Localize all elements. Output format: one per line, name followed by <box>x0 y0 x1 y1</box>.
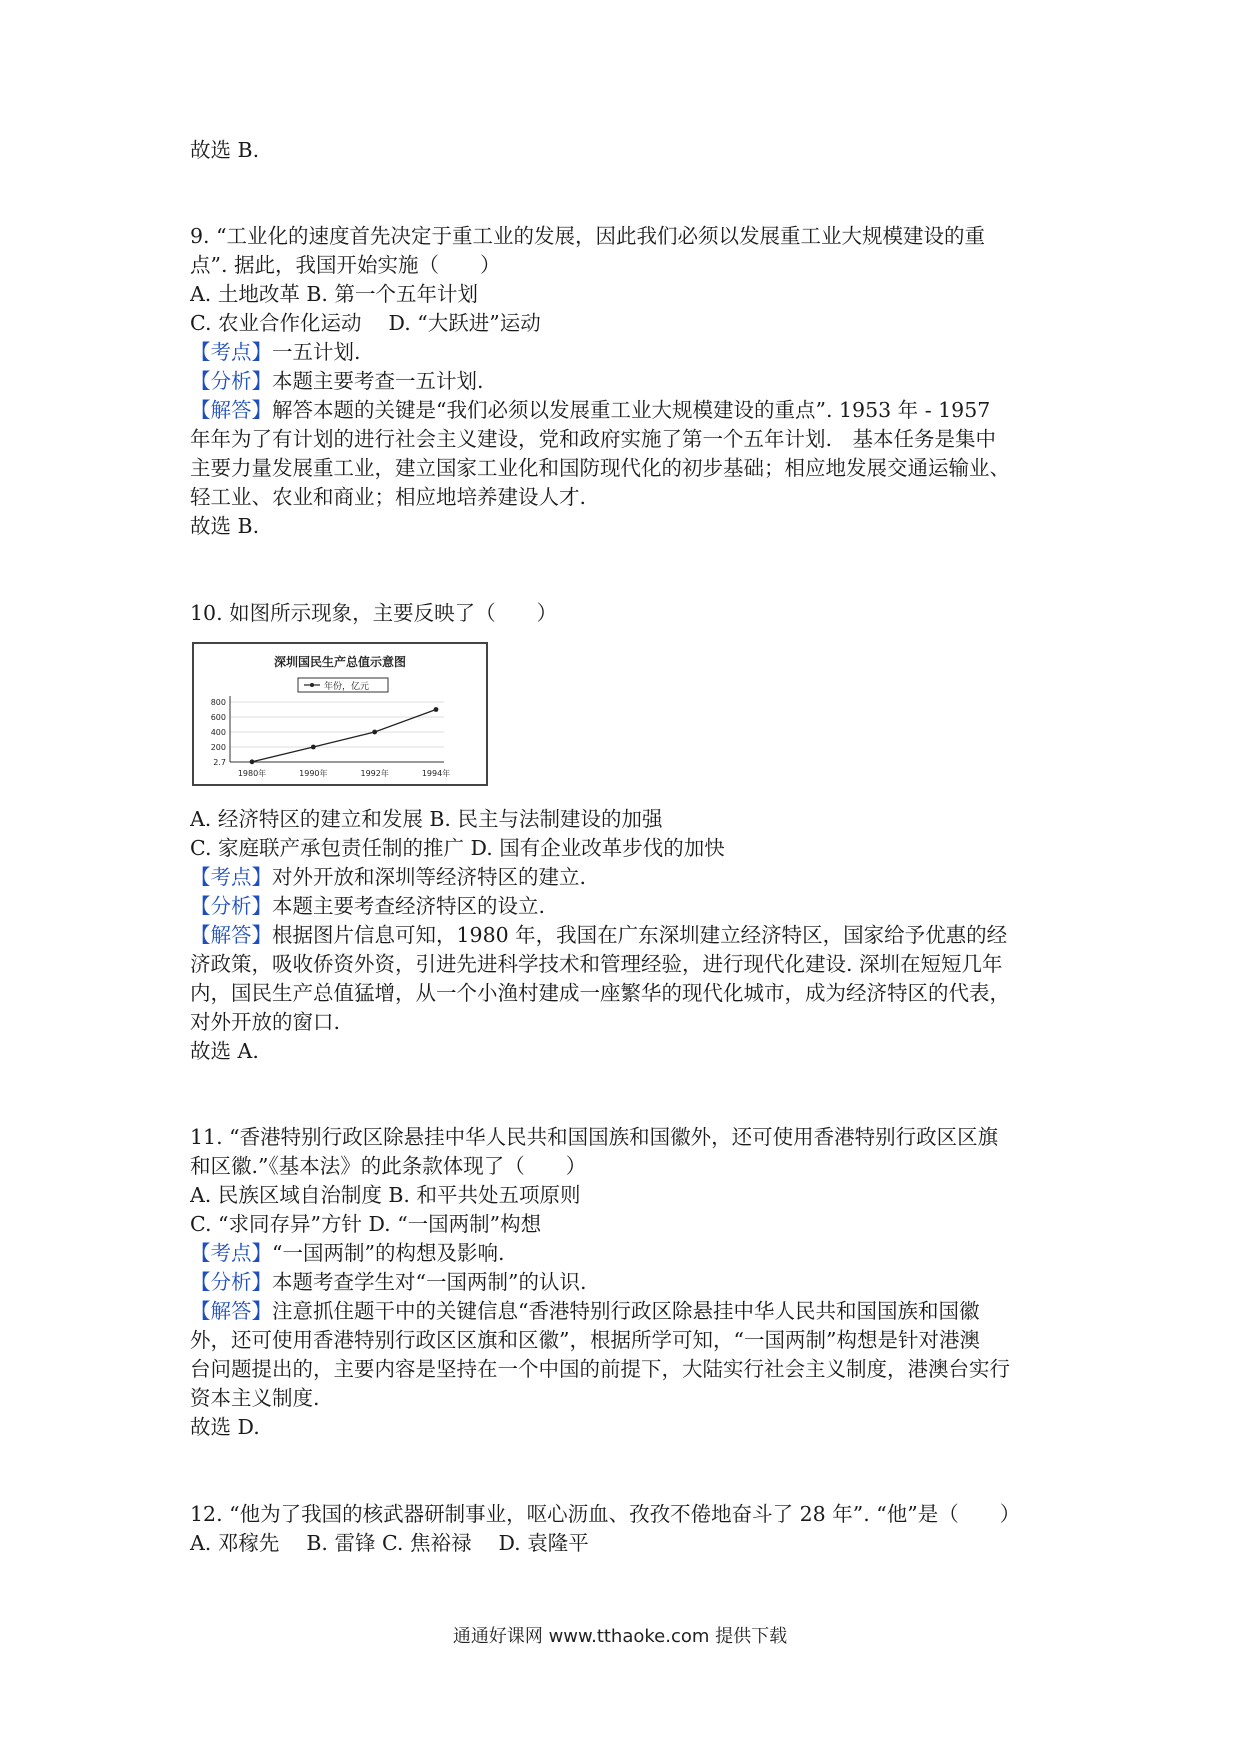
legend-marker-icon <box>310 683 314 687</box>
q11-kaodian <box>190 1240 504 1266</box>
text-line: 主要力量发展重工业，建立国家工业化和国防现代化的初步基础；相应地发展交通运输业、 <box>190 456 1010 480</box>
x-tick-label: 1980年 <box>237 769 267 778</box>
kaodian-tag: 【考点】 <box>190 340 272 364</box>
question-12-stem: 12. “他为了我国的核武器研制事业，呕心沥血、孜孜不倦地奋斗了 28 年”. “他”是（ ） <box>190 1502 1021 1526</box>
fenxi-tag: 【分析】 <box>190 894 272 918</box>
q9-fenxi <box>190 368 484 394</box>
text-line: 对外开放的窗口. <box>190 1010 341 1034</box>
q11-fenxi <box>190 1269 586 1295</box>
q9-kaodian <box>190 339 361 365</box>
question-9-stem: 9. “工业化的速度首先决定于重工业的发展，因此我们必须以发展重工业大规模建设的重 <box>190 224 986 248</box>
q9-jieda <box>190 397 990 423</box>
q10-jieda <box>190 922 1007 948</box>
footer-credit: 通通好课网 www.tthaoke.com 提供下载 <box>452 1626 788 1647</box>
text-line: 内，国民生产总值猛增，从一个小渔村建成一座繁华的现代化城市，成为经济特区的代表， <box>190 981 1010 1005</box>
data-point <box>250 759 255 764</box>
gdp-chart <box>192 642 488 786</box>
kaodian-text: “一国两制”的构想及影响. <box>272 1241 505 1265</box>
question-9-options-ab: A. 土地改革 B. 第一个五年计划 <box>190 282 478 306</box>
chart-svg <box>194 644 486 784</box>
question-11-options-cd: C. “求同存异”方针 D. “一国两制”构想 <box>190 1212 542 1236</box>
x-tick-label: 1992年 <box>360 769 389 778</box>
q10-fenxi <box>190 893 545 919</box>
chart-title: 深圳国民生产总值示意图 <box>273 655 407 669</box>
y-tick-label: 400 <box>210 728 226 737</box>
jieda-text: 解答本题的关键是“我们必须以发展重工业大规模建设的重点”. 1953 年 - 1957 <box>272 398 991 422</box>
question-9-options-cd: C. 农业合作化运动 D. “大跃进”运动 <box>190 311 541 335</box>
data-point <box>372 730 377 735</box>
question-10-options-ab: A. 经济特区的建立和发展 B. 民主与法制建设的加强 <box>190 807 663 831</box>
text-line: 轻工业、农业和商业；相应地培养建设人才. <box>190 485 587 509</box>
jieda-tag: 【解答】 <box>190 398 272 422</box>
chart-legend-label: 年份，亿元 <box>324 682 370 692</box>
kaodian-tag: 【考点】 <box>190 865 272 889</box>
question-10-stem: 10. 如图所示现象，主要反映了（ ） <box>190 601 558 625</box>
jieda-tag: 【解答】 <box>190 1299 272 1323</box>
data-point <box>434 707 439 712</box>
fenxi-text: 本题主要考查一五计划. <box>272 369 484 393</box>
kaodian-tag: 【考点】 <box>190 1241 272 1265</box>
text-line: 故选 B. <box>190 138 260 162</box>
text-line: 济政策，吸收侨资外资，引进先进科学技术和管理经验，进行现代化建设. 深圳在短短几年 <box>190 952 1003 976</box>
text-line: 台问题提出的，主要内容是坚持在一个中国的前提下，大陆实行社会主义制度，港澳台实行 <box>190 1357 1010 1381</box>
y-tick-label: 800 <box>210 698 226 707</box>
answer-line: 故选 B. <box>190 514 260 538</box>
y-tick-label: 600 <box>210 713 226 722</box>
x-tick-label: 1990年 <box>299 769 328 778</box>
jieda-text: 注意抓住题干中的关键信息“香港特别行政区除悬挂中华人民共和国国族和国徽 <box>272 1299 980 1323</box>
question-11-stem-cont: 和区徽.”《基本法》的此条款体现了（ ） <box>190 1154 587 1178</box>
q11-jieda <box>190 1298 979 1324</box>
kaodian-text: 一五计划. <box>272 340 361 364</box>
text-line: 资本主义制度. <box>190 1386 320 1410</box>
fenxi-text: 本题考查学生对“一国两制”的认识. <box>272 1270 587 1294</box>
y-tick-label: 2.7 <box>213 758 226 767</box>
question-12-options: A. 邓稼先 B. 雷锋 C. 焦裕禄 D. 袁隆平 <box>190 1531 589 1555</box>
question-9-stem-cont: 点”. 据此，我国开始实施（ ） <box>190 253 501 277</box>
answer-line: 故选 D. <box>190 1415 260 1439</box>
question-11-options-ab: A. 民族区域自治制度 B. 和平共处五项原则 <box>190 1183 581 1207</box>
text-line: 年年为了有计划的进行社会主义建设，党和政府实施了第一个五年计划. 基本任务是集中 <box>190 427 997 451</box>
jieda-text: 根据图片信息可知，1980 年，我国在广东深圳建立经济特区，国家给予优惠的经 <box>272 923 1008 947</box>
text-line: 外，还可使用香港特别行政区区旗和区徽”，根据所学可知，“一国两制”构想是针对港澳 <box>190 1328 980 1352</box>
jieda-tag: 【解答】 <box>190 923 272 947</box>
q10-kaodian <box>190 864 586 890</box>
question-10-options-cd: C. 家庭联产承包责任制的推广 D. 国有企业改革步伐的加快 <box>190 836 725 860</box>
x-tick-label: 1994年 <box>421 769 451 778</box>
kaodian-text: 对外开放和深圳等经济特区的建立. <box>272 865 587 889</box>
answer-line: 故选 A. <box>190 1039 259 1063</box>
y-tick-label: 200 <box>210 743 226 752</box>
fenxi-tag: 【分析】 <box>190 1270 272 1294</box>
question-11-stem: 11. “香港特别行政区除悬挂中华人民共和国国族和国徽外，还可使用香港特别行政区区旗 <box>190 1125 999 1149</box>
fenxi-tag: 【分析】 <box>190 369 272 393</box>
fenxi-text: 本题主要考查经济特区的设立. <box>272 894 546 918</box>
data-point <box>311 745 316 750</box>
series-line <box>252 710 436 762</box>
